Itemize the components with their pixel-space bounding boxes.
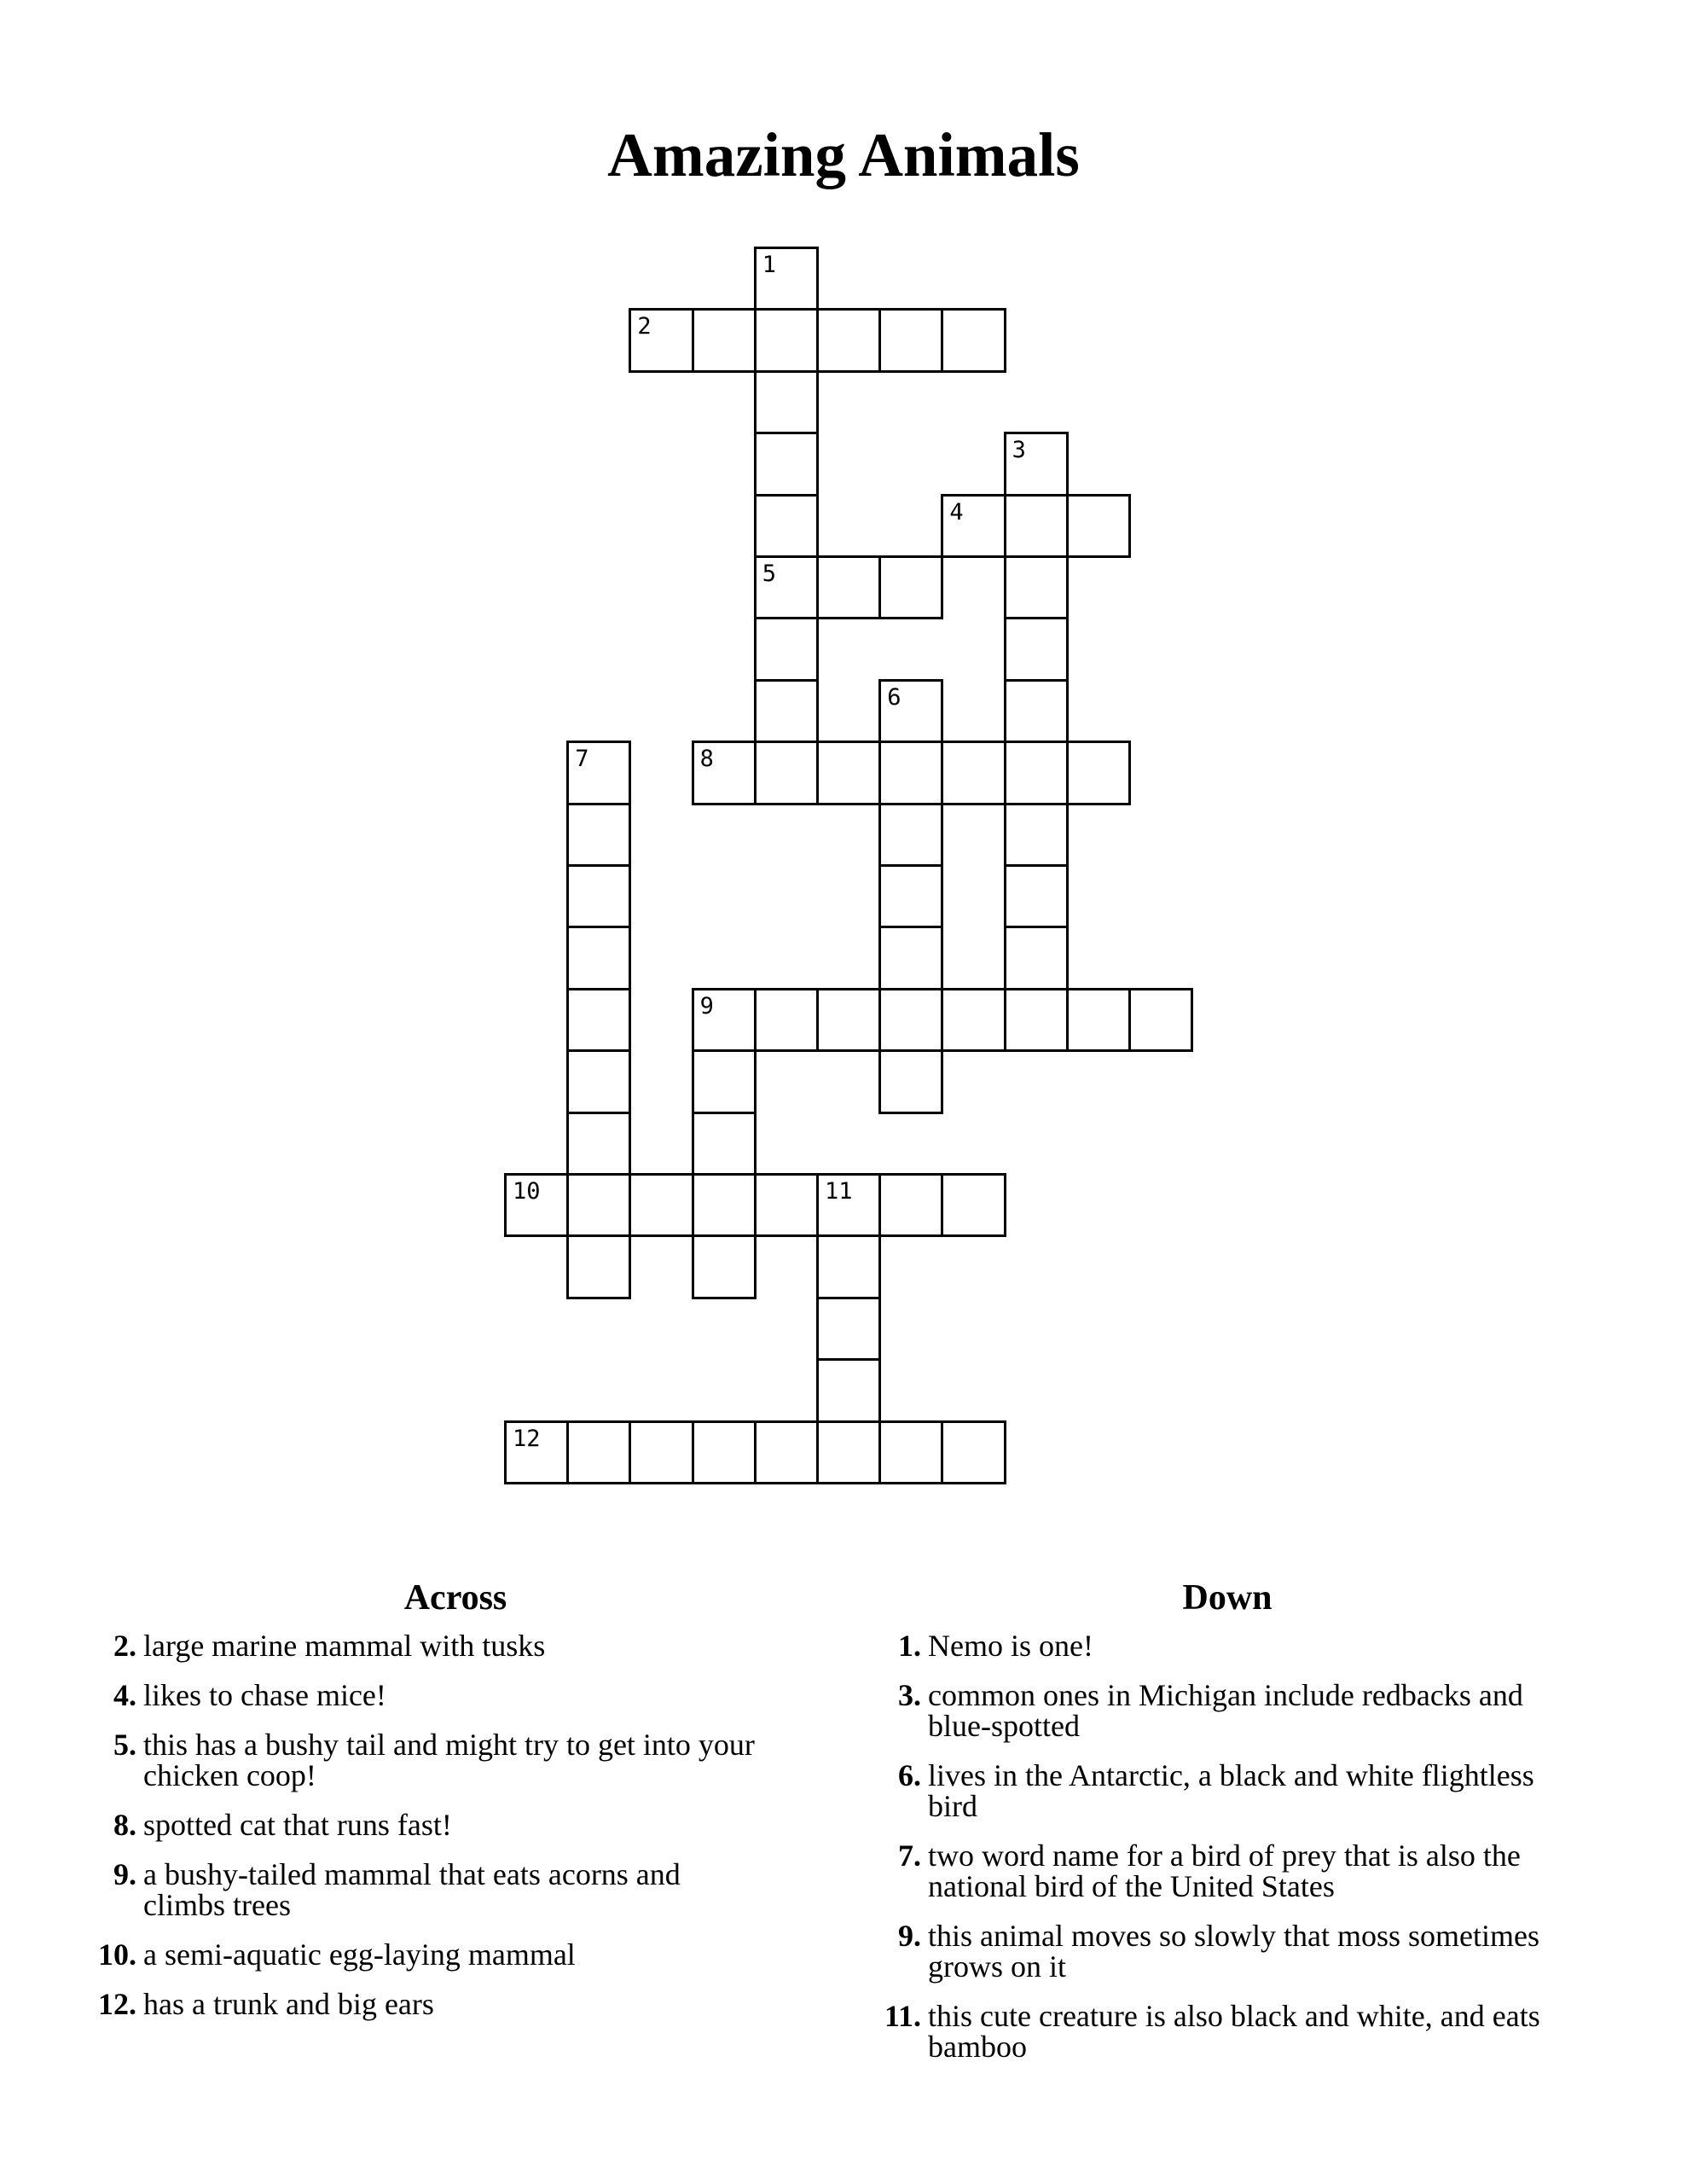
grid-cell[interactable] [878,555,943,619]
grid-cell[interactable] [1004,803,1069,867]
grid-cell[interactable] [692,741,757,804]
grid-cell[interactable] [754,617,819,681]
grid-cell[interactable] [878,988,943,1052]
cell-number: 5 [762,561,777,587]
grid-cell[interactable] [692,1420,757,1484]
clue-number: 2. [113,1629,136,1663]
down-clue-1 [877,1630,1627,1661]
grid-cell[interactable] [941,988,1006,1052]
clue-text: lives in the Antarctic, a black and white flightless bird [928,1758,1534,1823]
cell-number: 2 [637,313,652,340]
grid-cell[interactable] [754,555,819,619]
cell-number: 11 [825,1178,853,1205]
across-clue-10 [92,1939,826,1970]
grid-cell[interactable] [566,1234,631,1298]
grid-cell[interactable] [878,741,943,804]
grid-cell[interactable] [1004,741,1069,804]
clue-text: two word name for a bird of prey that is also the national bird of the United States [928,1838,1521,1903]
clue-text: spotted cat that runs fast! [143,1808,452,1842]
clue-text: this has a bushy tail and might try to get into your chicken coop! [143,1728,755,1792]
clue-number: 1. [898,1629,921,1663]
across-header: Across [403,1578,507,1618]
grid-cell[interactable] [1004,679,1069,743]
page-title: Amazing Animals [607,120,1080,189]
grid-cell[interactable] [629,308,693,372]
grid-cell[interactable] [566,1173,631,1237]
grid-cell[interactable] [1004,432,1069,496]
grid-cell[interactable] [1004,617,1069,681]
clue-number: 12. [98,1987,136,2021]
cell-number: 12 [513,1425,541,1452]
cell-number: 6 [887,683,901,711]
grid-cell[interactable] [878,1173,943,1237]
grid-cell[interactable] [816,1234,881,1298]
across-clue-5 [92,1729,826,1791]
grid-cell[interactable] [754,494,819,558]
grid-cell[interactable] [816,988,881,1052]
clue-number: 8. [113,1808,136,1842]
clue-text: has a trunk and big ears [143,1987,434,2021]
clue-number: 9. [113,1857,136,1891]
cell-number: 4 [949,498,964,526]
down-clue-11 [877,2001,1627,2062]
across-clue-12 [92,1989,826,2019]
grid-cell[interactable] [816,1358,881,1422]
grid-cell[interactable] [692,988,757,1052]
grid-cell[interactable] [1066,741,1131,804]
across-clue-8 [92,1809,826,1840]
grid-cell[interactable] [878,308,943,372]
grid-cell[interactable] [1066,494,1131,558]
grid-cell[interactable] [566,864,631,928]
down-clues-section [877,1579,1627,2081]
grid-cell[interactable] [816,1173,881,1237]
grid-cell[interactable] [754,432,819,496]
grid-cell[interactable] [692,1173,757,1237]
grid-cell[interactable] [629,1420,693,1484]
grid-cell[interactable] [754,988,819,1052]
grid-cell[interactable] [692,308,757,372]
grid-cell[interactable] [878,1420,943,1484]
clue-number: 6. [898,1758,921,1792]
grid-cell[interactable] [629,1173,693,1237]
grid-cell[interactable] [566,741,631,804]
clue-text: Nemo is one! [928,1629,1093,1663]
across-clues-section [92,1579,826,2038]
grid-cell[interactable] [816,1420,881,1484]
clue-number: 10. [98,1937,136,1972]
grid-cell[interactable] [692,1049,757,1113]
cell-number: 3 [1012,437,1026,464]
grid-cell[interactable] [504,1173,569,1237]
grid-cell[interactable] [566,1049,631,1113]
grid-cell[interactable] [1066,988,1131,1052]
clue-number: 3. [898,1678,921,1712]
down-clue-7 [877,1840,1627,1902]
cell-number: 9 [699,992,714,1019]
crossword-grid [504,247,1323,1543]
clue-text: likes to chase mice! [143,1678,386,1712]
grid-cell[interactable] [878,864,943,928]
grid-cell[interactable] [1004,988,1069,1052]
grid-cell[interactable] [692,1112,757,1176]
down-clue-9 [877,1920,1627,1982]
clue-number: 11. [884,1999,921,2033]
grid-cell[interactable] [878,679,943,743]
grid-cell[interactable] [1004,926,1069,990]
grid-cell[interactable] [754,247,819,311]
grid-cell[interactable] [878,1049,943,1113]
grid-cell[interactable] [754,370,819,434]
across-clue-4 [92,1680,826,1711]
grid-cell[interactable] [754,1420,819,1484]
across-clue-list [92,1630,826,2019]
down-clue-3 [877,1680,1627,1741]
clue-text: a semi-aquatic egg-laying mammal [143,1937,576,1972]
clue-number: 9. [898,1919,921,1953]
grid-cell[interactable] [941,1420,1006,1484]
grid-cell[interactable] [1004,494,1069,558]
clue-text: this animal moves so slowly that moss sometimes grows on it [928,1919,1539,1984]
cell-number: 10 [513,1178,541,1205]
grid-cell[interactable] [1004,555,1069,619]
grid-cell[interactable] [878,803,943,867]
down-header: Down [1182,1578,1272,1618]
grid-cell[interactable] [816,555,881,619]
grid-cell[interactable] [816,308,881,372]
grid-cell[interactable] [504,1420,569,1484]
grid-cell[interactable] [941,1173,1006,1237]
clue-number: 5. [113,1728,136,1762]
down-clue-list [877,1630,1627,2062]
grid-cell[interactable] [816,1297,881,1361]
grid-cell[interactable] [1128,988,1193,1052]
clue-text: a bushy-tailed mammal that eats acorns and climbs trees [143,1857,681,1922]
cell-number: 8 [699,746,714,773]
grid-cell[interactable] [816,741,881,804]
clue-text: common ones in Michigan include redbacks and blue-spotted [928,1678,1523,1743]
grid-cell[interactable] [566,926,631,990]
grid-cell[interactable] [566,988,631,1052]
cell-number: 1 [762,252,777,278]
grid-cell[interactable] [941,741,1006,804]
grid-cell[interactable] [692,1234,757,1298]
across-clue-2 [92,1630,826,1661]
grid-cell[interactable] [754,308,819,372]
grid-cell[interactable] [941,308,1006,372]
across-clue-9 [92,1859,826,1920]
grid-cell[interactable] [878,926,943,990]
grid-cell[interactable] [754,741,819,804]
grid-cell[interactable] [566,1112,631,1176]
grid-cell[interactable] [754,1173,819,1237]
clue-text: large marine mammal with tusks [143,1629,546,1663]
grid-cell[interactable] [941,494,1006,558]
grid-cell[interactable] [1004,864,1069,928]
grid-cell[interactable] [566,803,631,867]
grid-cell[interactable] [566,1420,631,1484]
cell-number: 7 [575,746,589,773]
grid-cell[interactable] [754,679,819,743]
down-clue-6 [877,1760,1627,1821]
clue-text: this cute creature is also black and white, and eats bamboo [928,1999,1540,2064]
clue-number: 4. [113,1678,136,1712]
clue-number: 7. [898,1838,921,1873]
